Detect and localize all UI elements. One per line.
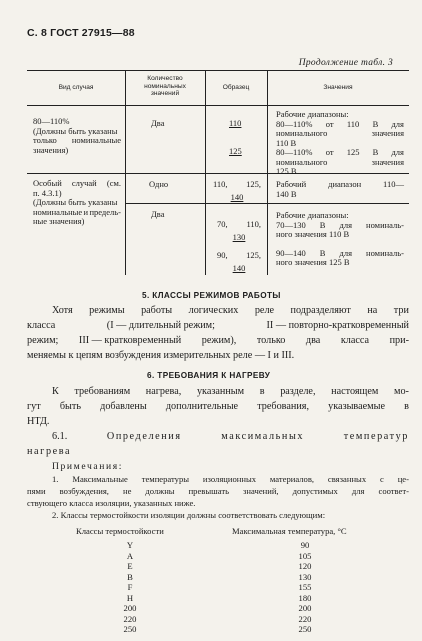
subsection-6-1-title: 6.1. Определения максимальных температур xyxy=(52,431,409,442)
col-header-count: Количество номинальных значений xyxy=(144,75,186,98)
row2a-count: Одно xyxy=(149,179,169,189)
section-6-title: 6. ТРЕБОВАНИЯ К НАГРЕВУ xyxy=(147,371,271,380)
row1-case: 80—110% (Должны быть указаны только номинальные значения) xyxy=(33,116,121,155)
col-header-sample: Образец xyxy=(222,84,250,91)
classes-column-header: Классы термостойкости xyxy=(76,526,164,536)
section-5-line-1: Хотя режимы работы логических реле подразделяют на три xyxy=(52,305,409,316)
table-col-rule-3 xyxy=(267,70,268,275)
row1-sample-125: 125 xyxy=(229,146,242,156)
row2b-sample-1: 70, 110, 130 xyxy=(217,219,261,242)
class-value: H xyxy=(126,592,134,603)
section-6-line-3: НТД. xyxy=(27,416,50,427)
note-1-line-3: ствующего класса изоляции, указанных ниже. xyxy=(27,498,196,508)
col-header-case: Вид случая xyxy=(58,84,94,91)
temp-value: 130 xyxy=(298,571,312,582)
note-1-line-1: 1. Максимальные температуры изоляционных материалов, связанных с це- xyxy=(52,474,409,484)
temp-value: 90 xyxy=(300,540,310,550)
row2-case: Особый случай (см. п. 4.3.1) (Должны быть указаны номинальные и предель- ные значения) xyxy=(33,178,121,227)
temp-value: 200 xyxy=(298,603,312,613)
temp-value: 105 xyxy=(298,550,312,561)
temp-value: 250 xyxy=(298,624,312,634)
row2b-count: Два xyxy=(151,209,165,219)
section-5-line-3: режим; III — кратковременный режим), только два класса при- xyxy=(27,335,409,346)
notes-label: Примечания: xyxy=(52,461,123,472)
row1-sample-110: 110 xyxy=(229,118,242,128)
col-header-meaning: Значения xyxy=(323,84,353,91)
section-6-line-2: гут быть добавлены дополнительные требования, указываемые в xyxy=(27,401,409,412)
row2b-meaning: Рабочие диапазоны: 70—130 В для номиналь- ного значения 110 В 90—140 В для номиналь- ного значения 125 В xyxy=(276,210,404,268)
class-value: B xyxy=(127,571,133,582)
table-col-rule-1 xyxy=(125,70,126,275)
row1-count: Два xyxy=(151,118,165,128)
row2b-sample-2: 90, 125, 140 xyxy=(217,250,261,273)
note-2: 2. Классы термостойкости изоляции должны соответствовать следующим: xyxy=(52,510,326,520)
temp-value: 120 xyxy=(298,561,312,571)
class-value: Y xyxy=(126,540,134,550)
table-continuation-label: Продолжение табл. 3 xyxy=(298,58,393,68)
row2a-sample: 110, 125, 140 xyxy=(213,179,261,202)
class-value: A xyxy=(126,550,134,561)
class-value: E xyxy=(127,561,133,571)
table-3-continued xyxy=(27,70,409,275)
temps-column xyxy=(285,540,325,635)
row1-meaning: Рабочие диапазоны: 80—110% от 110 В для номинального значения 110 В 80—110% от 125 В для номинального значения 125 В xyxy=(276,109,404,177)
row2a-meaning: Рабочий диапазон 110— 140 В xyxy=(276,179,404,199)
temp-value: 220 xyxy=(298,613,312,624)
page-header: С. 8 ГОСТ 27915—88 xyxy=(27,27,135,39)
section-5-title: 5. КЛАССЫ РЕЖИМОВ РАБОТЫ xyxy=(142,291,281,300)
temp-value: 155 xyxy=(298,582,312,592)
table-header-bottom-rule xyxy=(27,105,409,106)
class-value: 220 xyxy=(123,613,137,624)
table-col-rule-2 xyxy=(205,70,206,275)
temps-column-header: Максимальная температура, °С xyxy=(232,526,347,536)
class-value: 200 xyxy=(123,603,137,613)
table-top-border xyxy=(27,70,409,71)
temp-value: 180 xyxy=(298,592,312,603)
section-5-line-4: меняемы к цепям возбуждения измерительных реле — I и III. xyxy=(27,350,295,361)
class-value: F xyxy=(127,582,133,592)
section-6-line-1: К требованиям нагрева, указанным в разделе, настоящем мо- xyxy=(52,386,409,397)
class-value: 250 xyxy=(123,624,137,634)
subsection-6-1-title-cont: нагрева xyxy=(27,446,72,457)
classes-column xyxy=(110,540,150,635)
section-5-line-2: класса (I — длительный режим; II — повторно-кратковременный xyxy=(27,320,409,331)
note-1-line-2: пями возбуждения, не должны превышать значений, допустимых для соответ- xyxy=(27,486,409,496)
